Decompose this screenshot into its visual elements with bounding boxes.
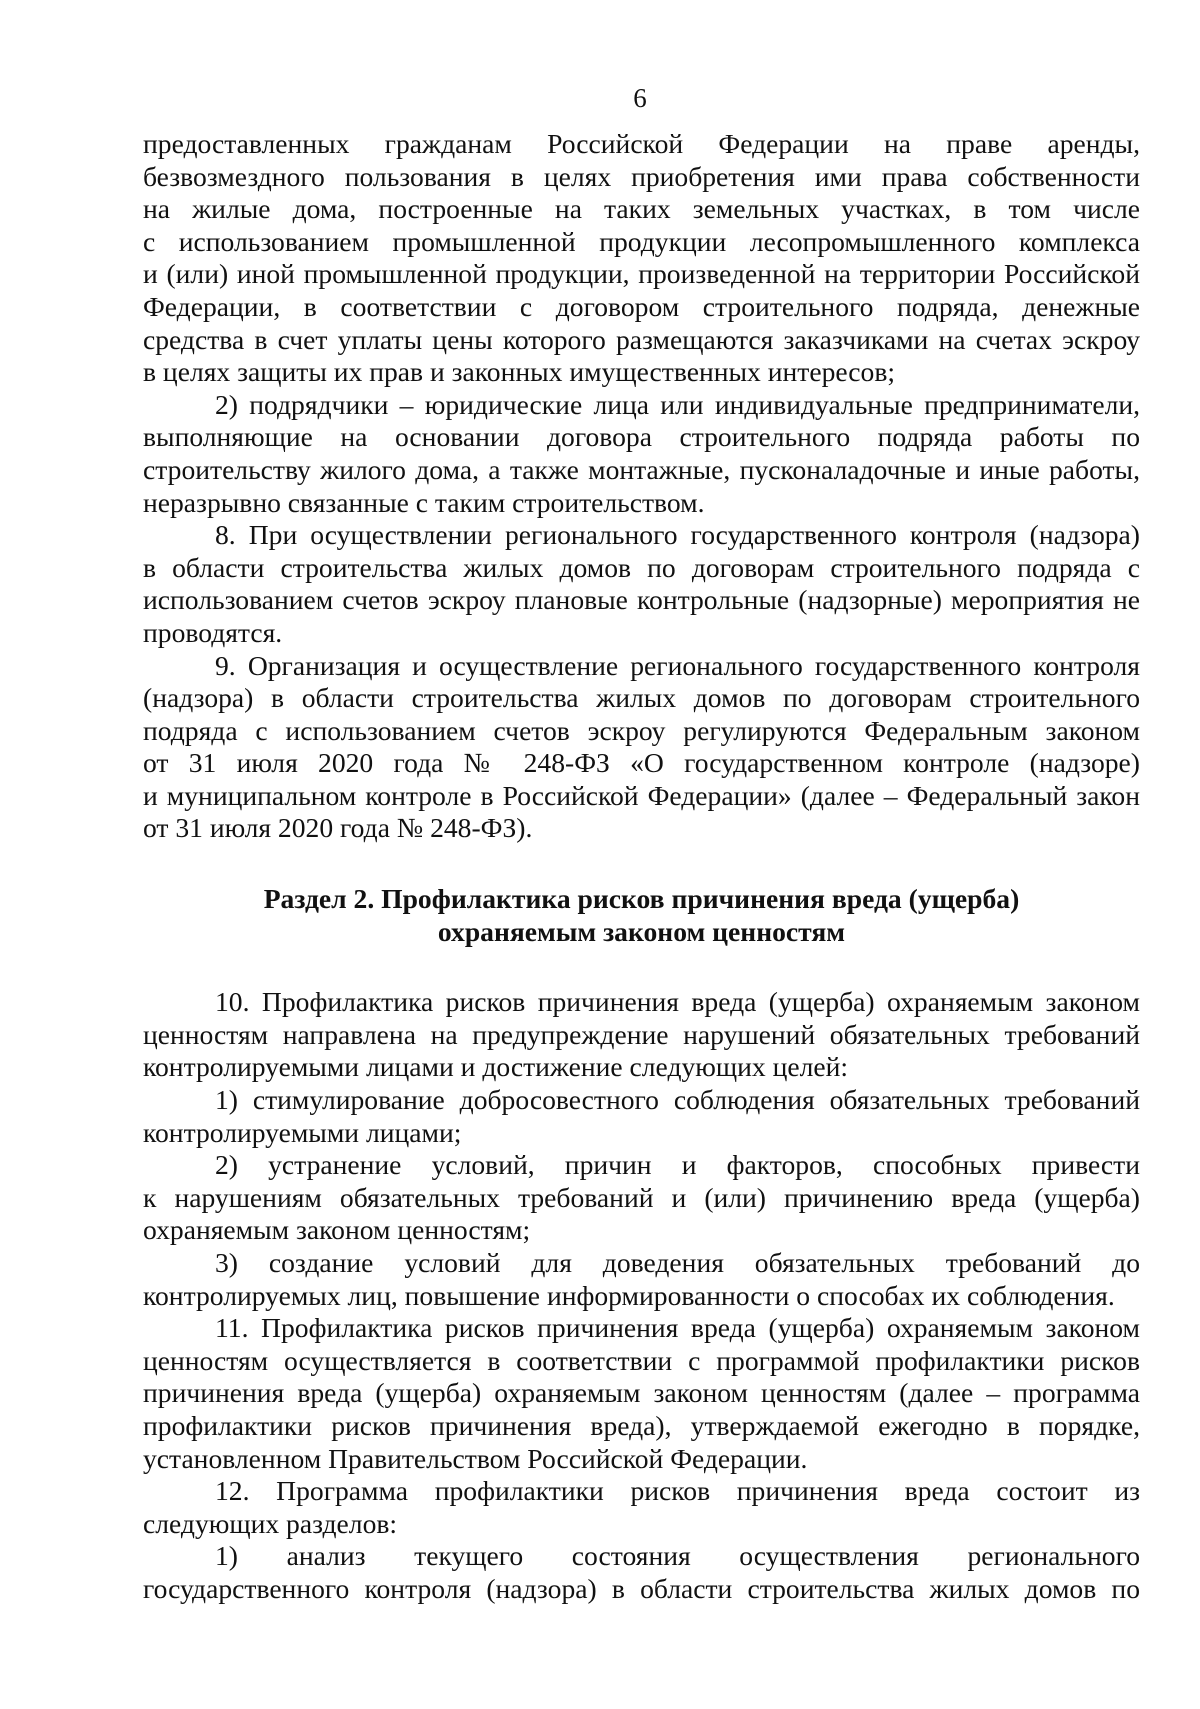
text-line: государственного контроля (надзора) в области строительства жилых домов по: [143, 1572, 1140, 1604]
paragraph-p-12: [143, 1475, 1140, 1540]
text-line: 8. При осуществлении регионального государственного контроля (надзора): [215, 519, 1140, 551]
text-line: 11. Профилактика рисков причинения вреда (ущерба) охраняемым законом: [215, 1312, 1140, 1344]
text-line: от 31 июля 2020 года № 248-ФЗ «О государственном контроле (надзоре): [143, 747, 1140, 779]
text-line: на жилые дома, построенные на таких земельных участках, в том числе: [143, 193, 1140, 225]
paragraph-p-11: [143, 1312, 1140, 1475]
text-line: 12. Программа профилактики рисков причинения вреда состоит из: [215, 1475, 1140, 1507]
text-line: контролируемыми лицами и достижение следующих целей:: [143, 1051, 849, 1083]
text-line: выполняющие на основании договора строительного подряда работы по: [143, 421, 1140, 453]
paragraph-p-10: [143, 986, 1140, 1084]
text-line: причинения вреда (ущерба) охраняемым законом ценностям (далее – программа: [143, 1377, 1140, 1409]
text-line: строительству жилого дома, а также монтажные, пусконаладочные и иные работы,: [143, 453, 1140, 485]
text-line: 2) устранение условий, причин и факторов, способных привести: [215, 1149, 1140, 1181]
text-line: ценностям осуществляется в соответствии с программой профилактики рисков: [143, 1344, 1140, 1376]
text-line: в целях защиты их прав и законных имущественных интересов;: [143, 356, 896, 388]
section-heading: [143, 883, 1140, 948]
paragraphs-before-section: [143, 128, 1140, 845]
text-line: подряда с использованием счетов эскроу регулируются Федеральным законом: [143, 714, 1140, 746]
text-line: контролируемых лиц, повышение информированности о способах их соблюдения.: [143, 1279, 1115, 1311]
text-line: к нарушениям обязательных требований и (или) причинению вреда (ущерба): [143, 1181, 1140, 1213]
paragraphs-section-2: [143, 986, 1140, 1605]
text-line: контролируемыми лицами;: [143, 1116, 462, 1148]
text-line: 10. Профилактика рисков причинения вреда (ущерба) охраняемым законом: [215, 986, 1140, 1018]
text-line: следующих разделов:: [143, 1507, 398, 1539]
page-number: 6: [633, 83, 647, 113]
text-line: Федерации, в соответствии с договором строительного подряда, денежные: [143, 290, 1140, 322]
paragraph-p-10-3: [143, 1247, 1140, 1312]
text-line: в области строительства жилых домов по договорам строительного подряда с: [143, 551, 1140, 583]
paragraph-p-12-1: [143, 1540, 1140, 1605]
text-line: 2) подрядчики – юридические лица или индивидуальные предприниматели,: [215, 388, 1140, 420]
text-line: проводятся.: [143, 616, 283, 648]
paragraph-p-10-1: [143, 1084, 1140, 1149]
text-line: неразрывно связанные с таким строительством.: [143, 486, 705, 518]
text-line: 1) стимулирование добросовестного соблюдения обязательных требований: [215, 1084, 1140, 1116]
text-line: безвозмездного пользования в целях приобретения ими права собственности: [143, 160, 1140, 192]
text-line: 3) создание условий для доведения обязательных требований до: [215, 1247, 1140, 1278]
text-line: использованием счетов эскроу плановые контрольные (надзорные) мероприятия не: [143, 584, 1140, 616]
paragraph-p-8: [143, 519, 1140, 649]
section-heading-line: Раздел 2. Профилактика рисков причинения вреда (ущерба): [263, 883, 1020, 915]
text-line: и (или) иной промышленной продукции, произведенной на территории Российской: [143, 258, 1140, 290]
text-line: от 31 июля 2020 года № 248-ФЗ).: [143, 812, 533, 844]
section-heading-line: охраняемым законом ценностям: [437, 915, 846, 947]
text-line: предоставленных гражданам Российской Федерации на праве аренды,: [143, 128, 1140, 159]
paragraph-p-item-2-contractors: [143, 389, 1140, 519]
paragraph-p-9: [143, 650, 1140, 846]
text-line: охраняемым законом ценностям;: [143, 1214, 531, 1246]
text-line: профилактики рисков причинения вреда), утверждаемой ежегодно в порядке,: [143, 1409, 1140, 1441]
paragraph-p-intro: [143, 128, 1140, 389]
paragraph-p-10-2: [143, 1149, 1140, 1247]
text-line: установленном Правительством Российской Федерации.: [143, 1442, 808, 1474]
text-line: ценностям направлена на предупреждение нарушений обязательных требований: [143, 1018, 1140, 1050]
text-line: средства в счет уплаты цены которого размещаются заказчиками на счетах эскроу: [143, 323, 1140, 355]
text-line: и муниципальном контроле в Российской Федерации» (далее – Федеральный закон: [143, 779, 1140, 811]
document-body: [143, 128, 1140, 1606]
text-line: (надзора) в области строительства жилых домов по договорам строительного: [143, 682, 1140, 714]
text-line: с использованием промышленной продукции лесопромышленного комплекса: [143, 225, 1140, 257]
text-line: 1) анализ текущего состояния осуществления регионального: [215, 1540, 1140, 1572]
text-line: 9. Организация и осуществление регионального государственного контроля: [215, 649, 1140, 681]
